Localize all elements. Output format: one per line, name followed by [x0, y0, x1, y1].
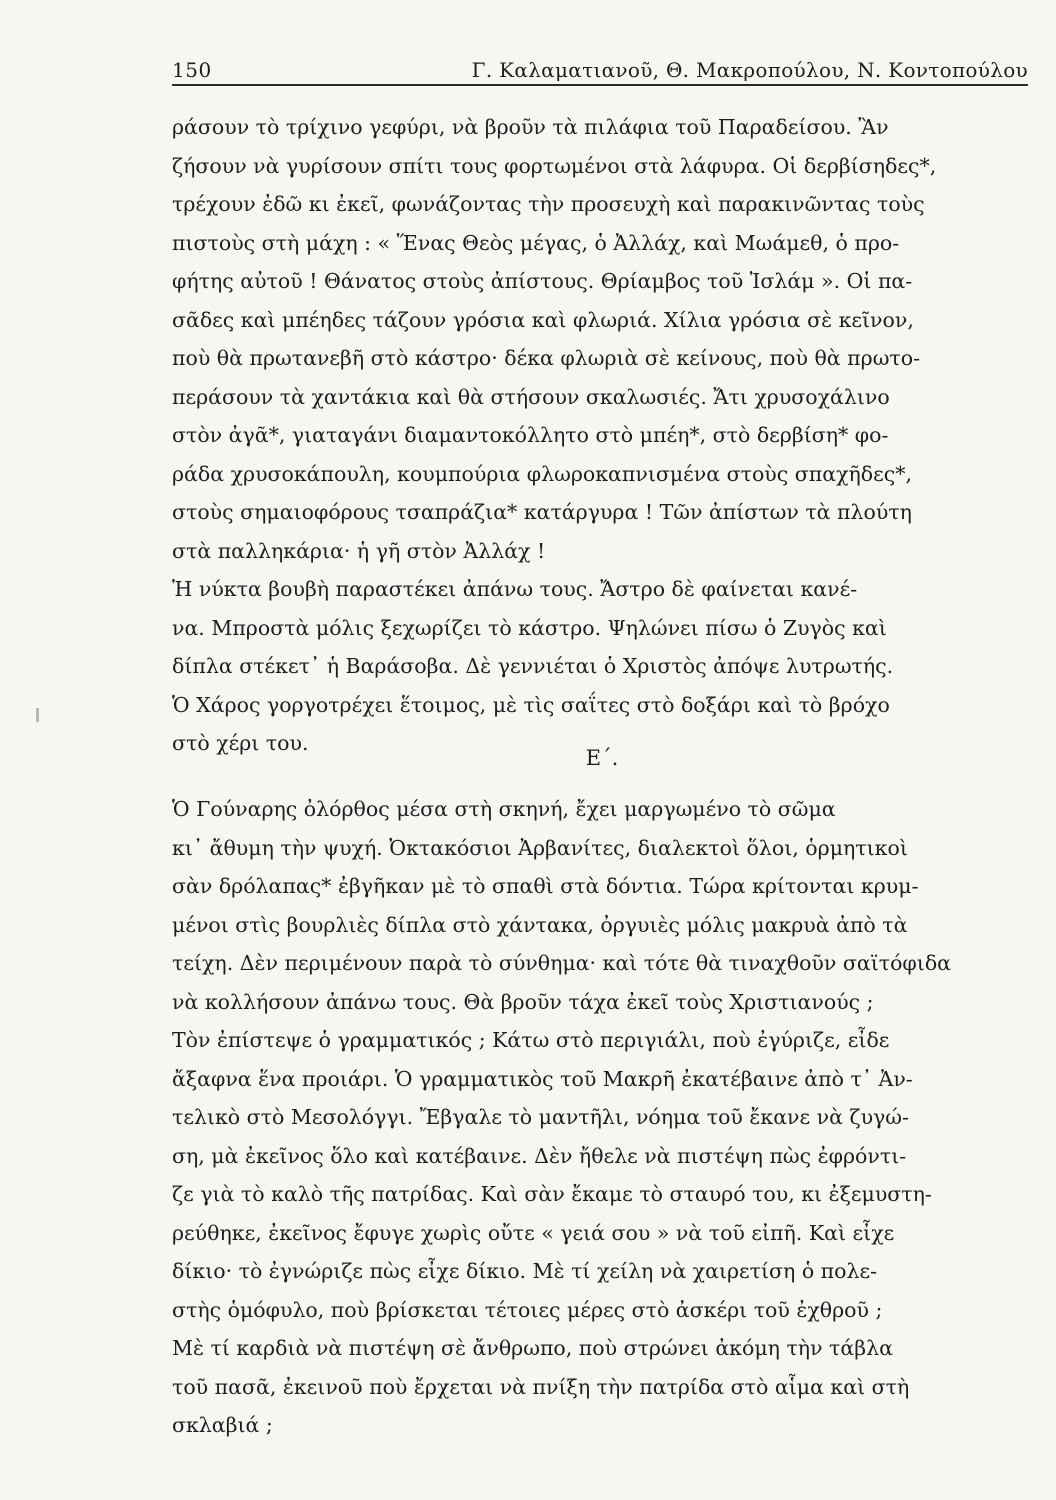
text-line: ράσουν τὸ τρίχινο γεφύρι, νὰ βροῦν τὰ πιλάφια τοῦ Παραδείσου. Ἂν	[172, 115, 889, 139]
text-line: ζε γιὰ τὸ καλὸ τῆς πατρίδας. Καὶ σὰν ἔκαμε τὸ σταυρό του, κι ἐξεμυστη-	[172, 1182, 932, 1206]
body-text-part-2	[172, 790, 1032, 1445]
text-line: ση, μὰ ἐκεῖνος ὅλο καὶ κατέβαινε. Δὲν ἤθελε νὰ πιστέψη πὼς ἐφρόντι-	[172, 1143, 907, 1168]
body-text-part-1	[172, 108, 1032, 763]
text-line: ρεύθηκε, ἐκεῖνος ἔφυγε χωρὶς οὔτε « γειά σου » νὰ τοῦ εἰπῆ. Καὶ εἶχε	[172, 1220, 895, 1245]
section-heading: Ε΄.	[585, 746, 619, 770]
text-line: δίπλα στέκετ᾽ ἡ Βαράσοβα. Δὲ γεννιέται ὁ Χριστὸς ἀπόψε λυτρωτής.	[172, 654, 894, 678]
text-line: σκλαβιά ;	[172, 1413, 273, 1437]
text-line: κι᾽ ἄθυμη τὴν ψυχή. Ὀκτακόσιοι Ἀρβανίτες, διαλεκτοὶ ὅλοι, ὁρμητικοὶ	[172, 835, 908, 860]
text-line: Ὁ Χάρος γοργοτρέχει ἕτοιμος, μὲ τὶς σαΐτες στὸ δοξάρι καὶ τὸ βρόχο	[172, 692, 890, 717]
text-line: στὴς ὁμόφυλο, ποὺ βρίσκεται τέτοιες μέρες στὸ ἀσκέρι τοῦ ἐχθροῦ ;	[172, 1297, 883, 1322]
text-line: Ἡ νύκτα βουβὴ παραστέκει ἀπάνω τους. Ἄστρο δὲ φαίνεται κανέ-	[172, 577, 858, 601]
text-line: στὸν ἀγᾶ*, γιαταγάνι διαμαντοκόλλητο στὸ μπέη*, στὸ δερβίση* φο-	[172, 423, 889, 447]
text-line: φήτης αὐτοῦ ! Θάνατος στοὺς ἀπίστους. Θρίαμβος τοῦ Ἰσλάμ ». Οἱ πα-	[172, 269, 913, 293]
text-line: στὸ χέρι του.	[172, 731, 309, 755]
text-line: ποὺ θὰ πρωτανεβῆ στὸ κάστρο· δέκα φλωριὰ σὲ κείνους, ποὺ θὰ πρωτο-	[172, 346, 921, 370]
text-line: σᾶδες καὶ μπέηδες τάζουν γρόσια καὶ φλωριά. Χίλια γρόσια σὲ κεῖνον,	[172, 307, 914, 332]
margin-mark	[36, 708, 39, 722]
text-line: μένοι στὶς βουρλιὲς δίπλα στὸ χάντακα, ὀργυιὲς μόλις μακρυὰ ἀπὸ τὰ	[172, 912, 908, 937]
text-line: περάσουν τὰ χαντάκια καὶ θὰ στήσουν σκαλωσιές. Ἄτι χρυσοχάλινο	[172, 384, 890, 409]
text-line: νὰ κολλήσουν ἀπάνω τους. Θὰ βροῦν τάχα ἐκεῖ τοὺς Χριστιανούς ;	[172, 989, 874, 1014]
text-line: τρέχουν ἐδῶ κι ἐκεῖ, φωνάζοντας τὴν προσευχὴ καὶ παρακινῶντας τοὺς	[172, 192, 925, 216]
text-line: ράδα χρυσοκάπουλη, κουμπούρια φλωροκαπνισμένα στοὺς σπαχῆδες*,	[172, 461, 912, 486]
text-line: δίκιο· τὸ ἐγνώριζε πὼς εἶχε δίκιο. Μὲ τί χείλη νὰ χαιρετίση ὁ πολε-	[172, 1259, 878, 1283]
text-line: σὰν δρόλαπας* ἐβγῆκαν μὲ τὸ σπαθὶ στὰ δόντια. Τώρα κρίτονται κρυμ-	[172, 874, 919, 898]
running-title: Γ. Καλαματιανοῦ, Θ. Μακροπούλου, Ν. Κοντοπούλου	[471, 58, 1028, 82]
text-line: στοὺς σημαιοφόρους τσαπράζια* κατάργυρα ! Τῶν ἀπίστων τὰ πλούτη	[172, 500, 912, 524]
page-number: 150	[172, 58, 212, 82]
text-line: στὰ παλληκάρια· ἡ γῆ στὸν Ἀλλάχ !	[172, 538, 546, 563]
header-rule	[172, 84, 1028, 86]
text-line: ἄξαφνα ἕνα προιάρι. Ὁ γραμματικὸς τοῦ Μακρῆ ἐκατέβαινε ἀπὸ τ᾽ Ἀν-	[172, 1066, 913, 1091]
text-line: τοῦ πασᾶ, ἐκεινοῦ ποὺ ἔρχεται νὰ πνίξη τὴν πατρίδα στὸ αἷμα καὶ στὴ	[172, 1374, 910, 1399]
text-line: πιστοὺς στὴ μάχη : « Ἕνας Θεὸς μέγας, ὁ Ἀλλάχ, καὶ Μωάμεθ, ὁ προ-	[172, 230, 900, 255]
running-header	[172, 42, 1028, 82]
text-line: να. Μπροστὰ μόλις ξεχωρίζει τὸ κάστρο. Ψηλώνει πίσω ὁ Ζυγὸς καὶ	[172, 615, 887, 640]
text-line: ζήσουν νὰ γυρίσουν σπίτι τους φορτωμένοι στὰ λάφυρα. Οἱ δερβίσηδες*,	[172, 153, 937, 178]
text-line: Ὁ Γούναρης ὀλόρθος μέσα στὴ σκηνή, ἔχει μαργωμένο τὸ σῶμα	[172, 797, 836, 821]
text-line: Μὲ τί καρδιὰ νὰ πιστέψη σὲ ἄνθρωπο, ποὺ στρώνει ἀκόμη τὴν τάβλα	[172, 1336, 893, 1360]
text-line: τελικὸ στὸ Μεσολόγγι. Ἔβγαλε τὸ μαντῆλι, νόημα τοῦ ἔκανε νὰ ζυγώ-	[172, 1105, 909, 1129]
text-line: Τὸν ἐπίστεψε ὁ γραμματικός ; Κάτω στὸ περιγιάλι, ποὺ ἐγύριζε, εἶδε	[172, 1028, 890, 1052]
text-line: τείχη. Δὲν περιμένουν παρὰ τὸ σύνθημα· καὶ τότε θὰ τιναχθοῦν σαϊτόφιδα	[172, 951, 951, 975]
